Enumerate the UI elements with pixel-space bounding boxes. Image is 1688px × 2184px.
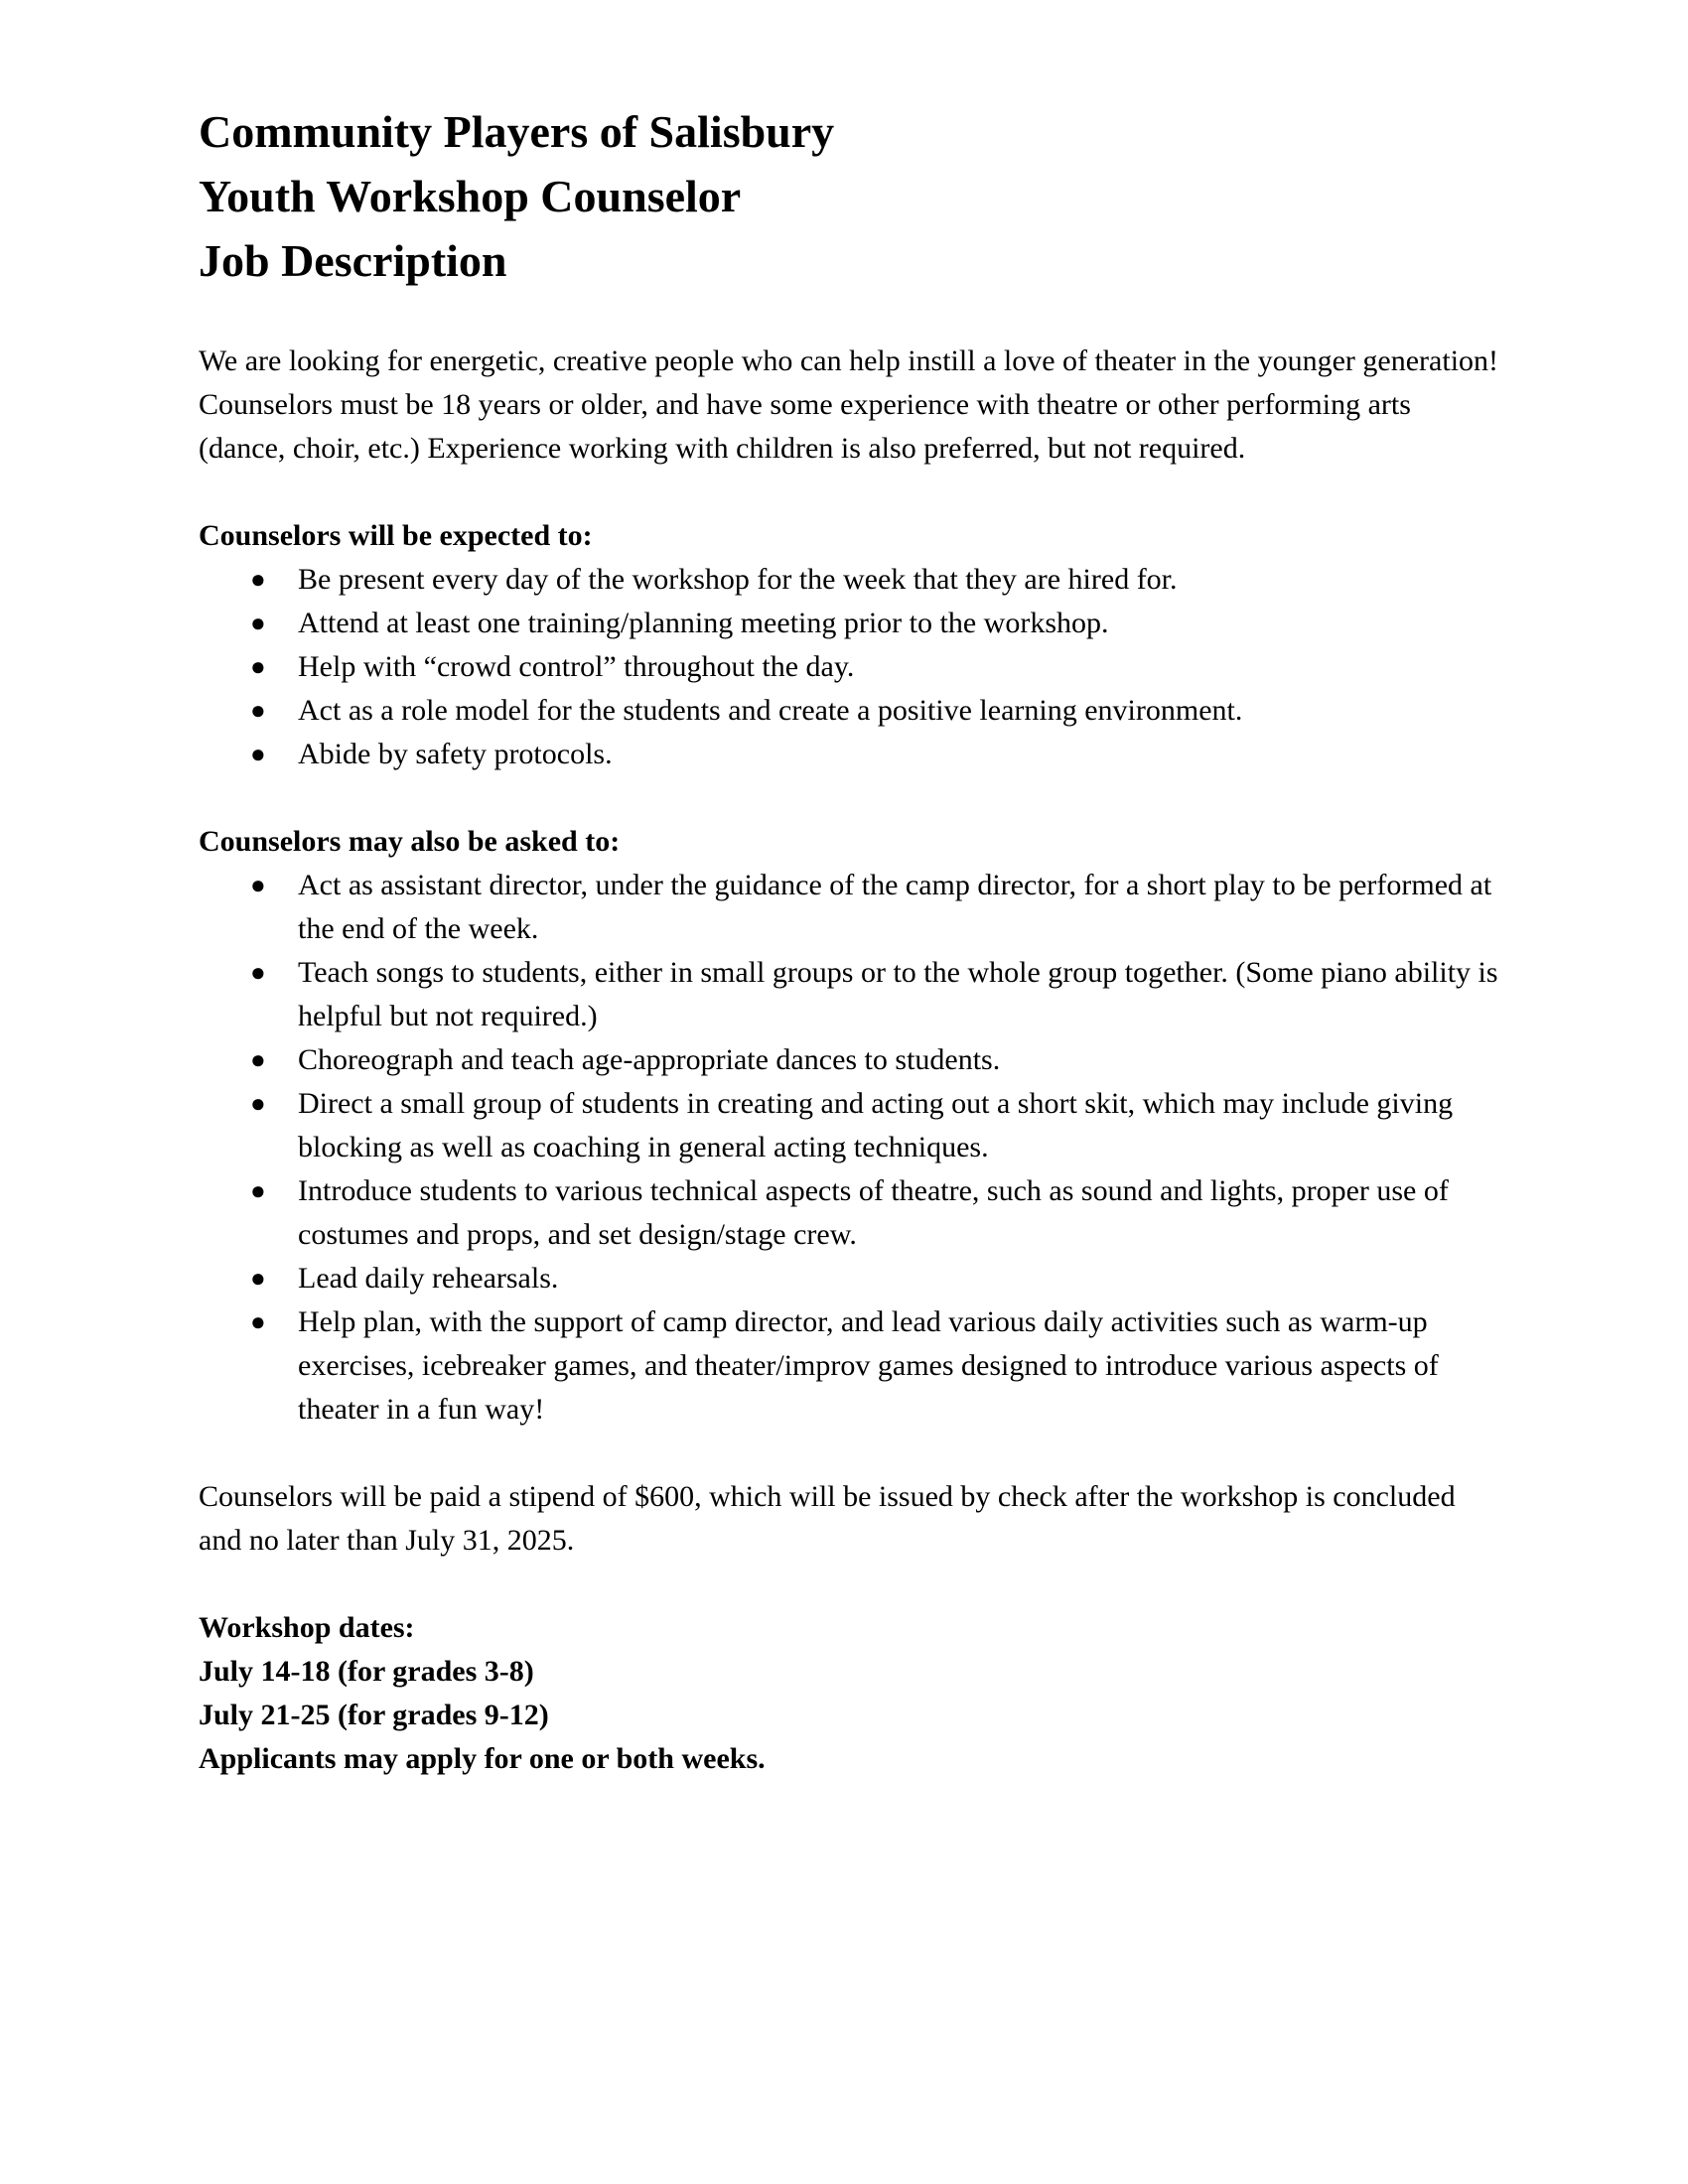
- list-item: [199, 689, 1499, 733]
- intro-paragraph: We are looking for energetic, creative people who can help instill a love of theater in the younger generation! Counselors must be 18 years or older, and have some experience with theatre or other performing arts (dance, choir, etc.) Experience working with children is also preferred, but not required.: [199, 344, 1499, 465]
- bullet-icon: ●: [250, 740, 266, 768]
- list-item: [199, 602, 1499, 645]
- list-item-text: Lead daily rehearsals.: [298, 1262, 559, 1295]
- document-content: [199, 99, 1499, 1781]
- bullet-icon: ●: [250, 1264, 266, 1293]
- list-item-text: Introduce students to various technical aspects of theatre, such as sound and lights, proper use of costumes and props, and set design/stage crew.: [298, 1174, 1449, 1251]
- bullet-icon: ●: [250, 871, 266, 899]
- list-item-text: Choreograph and teach age-appropriate dances to students.: [298, 1043, 1001, 1076]
- bullet-icon: ●: [250, 1045, 266, 1074]
- list-item: [199, 645, 1499, 689]
- bullet-icon: ●: [250, 609, 266, 637]
- dates-week-2: July 21-25 (for grades 9-12): [199, 1699, 549, 1731]
- workshop-dates: [199, 1606, 1499, 1781]
- expected-heading: Counselors will be expected to:: [199, 519, 593, 552]
- dates-note: Applicants may apply for one or both weeks.: [199, 1742, 766, 1775]
- bullet-icon: ●: [250, 652, 266, 681]
- bullet-icon: ●: [250, 1307, 266, 1336]
- list-item-text: Abide by safety protocols.: [298, 738, 613, 770]
- list-item: [199, 864, 1499, 951]
- list-item-text: Teach songs to students, either in small groups or to the whole group together. (Some piano ability is helpful but not required.): [298, 956, 1498, 1032]
- list-item-text: Attend at least one training/planning meeting prior to the workshop.: [298, 607, 1109, 639]
- list-item: [199, 1038, 1499, 1082]
- list-item: [199, 733, 1499, 776]
- list-item: [199, 1300, 1499, 1432]
- list-item-text: Help plan, with the support of camp director, and lead various daily activities such as warm-up exercises, icebreaker games, and theater/improv games designed to introduce various aspects of theater in a fun way!: [298, 1305, 1439, 1426]
- dates-week-1: July 14-18 (for grades 3-8): [199, 1655, 534, 1688]
- may-also-heading: Counselors may also be asked to:: [199, 825, 621, 858]
- list-item: [199, 1169, 1499, 1257]
- bullet-icon: ●: [250, 565, 266, 594]
- document-title: [199, 99, 1499, 293]
- expected-list: [199, 558, 1499, 776]
- may-also-list: [199, 864, 1499, 1432]
- list-item: [199, 558, 1499, 602]
- list-item: [199, 1082, 1499, 1169]
- bullet-icon: ●: [250, 958, 266, 987]
- dates-heading: Workshop dates:: [199, 1611, 415, 1644]
- list-item-text: Help with “crowd control” throughout the day.: [298, 650, 855, 683]
- list-item-text: Act as assistant director, under the guidance of the camp director, for a short play to be performed at the end of the week.: [298, 869, 1492, 945]
- title-position: Youth Workshop Counselor: [199, 171, 742, 221]
- list-item-text: Be present every day of the workshop for the week that they are hired for.: [298, 563, 1178, 596]
- title-doc-type: Job Description: [199, 235, 507, 286]
- bullet-icon: ●: [250, 1176, 266, 1205]
- list-item: [199, 951, 1499, 1038]
- list-item-text: Direct a small group of students in creating and acting out a short skit, which may include giving blocking as well as coaching in general acting techniques.: [298, 1087, 1454, 1163]
- stipend-paragraph: Counselors will be paid a stipend of $600, which will be issued by check after the workshop is concluded and no later than July 31, 2025.: [199, 1480, 1456, 1557]
- bullet-icon: ●: [250, 696, 266, 725]
- bullet-icon: ●: [250, 1089, 266, 1118]
- list-item: [199, 1257, 1499, 1300]
- list-item-text: Act as a role model for the students and create a positive learning environment.: [298, 694, 1243, 727]
- title-organization: Community Players of Salisbury: [199, 106, 835, 157]
